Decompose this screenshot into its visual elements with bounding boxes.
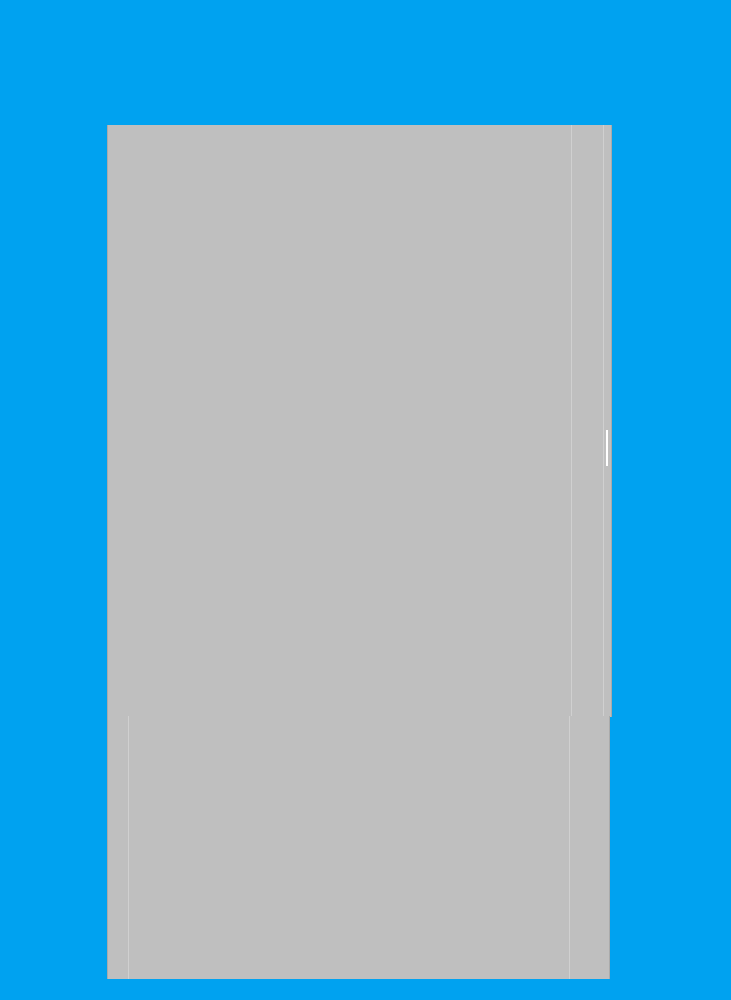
column-separator <box>603 125 604 717</box>
toc-panel-top <box>107 125 612 717</box>
column-separator <box>128 716 129 979</box>
toc-panel-bottom <box>107 716 610 979</box>
text-cursor <box>606 430 608 466</box>
column-separator <box>569 716 570 979</box>
column-separator <box>571 125 572 717</box>
